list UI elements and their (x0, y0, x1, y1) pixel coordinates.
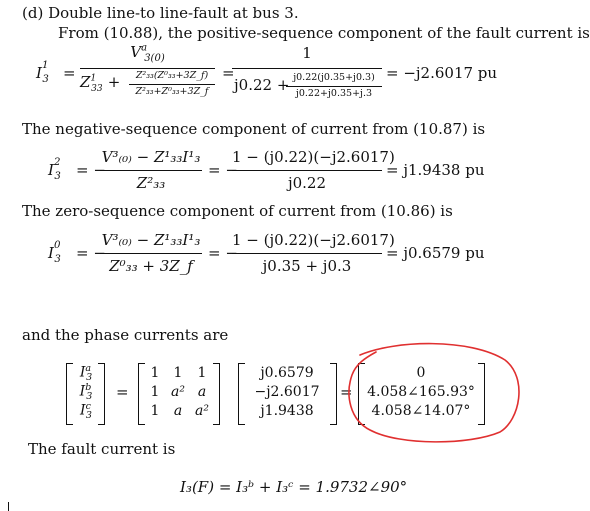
eq1-denominator: $Z^1_{33}$ + (80, 73, 121, 95)
seq-zero: j0.6579 (260, 365, 314, 381)
fault-current-text: The fault current is (28, 440, 176, 458)
seq-negative: j1.9438 (260, 403, 314, 419)
eq3-numerator: V³₍₀₎ − Z¹₃₃I¹₃ (101, 231, 201, 249)
a-cell: a (197, 384, 207, 400)
eq2-mid-denominator: j0.22 (287, 174, 327, 192)
eq1-mid-den-lead: j0.22 + (234, 76, 290, 94)
eq1-lhs: $I^1_3$ (36, 60, 49, 85)
result-ic: 4.058∠14.07° (371, 403, 471, 419)
a-cell: 1 (150, 403, 160, 419)
phase-currents-text: and the phase currents are (22, 326, 229, 344)
a-cell: a² (195, 403, 209, 419)
eq1-mid-inner-den: j0.22+j0.35+j.3 (295, 88, 373, 99)
eq3-lhs: $I^0_3$ (48, 240, 61, 265)
result-ia: 0 (416, 365, 426, 381)
seq-positive: −j2.6017 (254, 384, 320, 400)
eq3-result: = j0.6579 pu (386, 244, 485, 262)
eq2-numerator: V³₍₀₎ − Z¹₃₃I¹₃ (101, 148, 201, 166)
eq3-denominator: Z⁰₃₃ + 3Z_f (109, 257, 193, 275)
eq1-numerator: $V^a$ $_{3(0)}$ (130, 42, 165, 64)
eq2-lhs: $I^2_3$ (48, 157, 61, 182)
lhs-ia: $I^a_3$ (79, 363, 93, 384)
section-heading: (d) Double line-to line-fault at bus 3. (22, 4, 299, 22)
a-cell: 1 (150, 365, 160, 381)
margin-tick (8, 502, 9, 511)
lhs-ib: $I^b_3$ (79, 382, 93, 403)
a-cell: 1 (197, 365, 207, 381)
eq3-mid-denominator: j0.35 + j0.3 (262, 257, 352, 275)
eq2-result: = j1.9438 pu (386, 161, 485, 179)
a-cell: a² (171, 384, 185, 400)
eq3-mid-numerator: 1 − (j0.22)(−j2.6017) (232, 231, 395, 249)
result-ib: 4.058∠165.93° (367, 384, 475, 400)
zero-sequence-text: The zero-sequence component of current from (10.86) is (22, 202, 453, 220)
eq2-mid-numerator: 1 − (j0.22)(−j2.6017) (232, 148, 395, 166)
eq2-denominator: Z²₃₃ (136, 174, 166, 192)
eq1-inner-denominator: Z²₃₃+Z⁰₃₃+3Z_f (135, 86, 209, 97)
lhs-ic: $I^c_3$ (80, 401, 92, 422)
eq1-result: = −j2.6017 pu (386, 64, 498, 82)
a-cell: a (173, 403, 183, 419)
eq1-inner-numerator: Z²₃₃(Z⁰₃₃+3Z_f) (135, 70, 209, 81)
final-equation: I₃(F) = I₃ᵇ + I₃ᶜ = 1.9732∠90° (180, 478, 408, 496)
negative-sequence-text: The negative-sequence component of current from (10.87) is (22, 120, 486, 138)
a-cell: 1 (173, 365, 183, 381)
eq1-mid-numerator: 1 (302, 44, 312, 62)
a-cell: 1 (150, 384, 160, 400)
eq1-mid-inner-num: j0.22(j0.35+j0.3) (293, 72, 375, 83)
intro-text: From (10.88), the positive-sequence component of the fault current is (58, 24, 590, 42)
